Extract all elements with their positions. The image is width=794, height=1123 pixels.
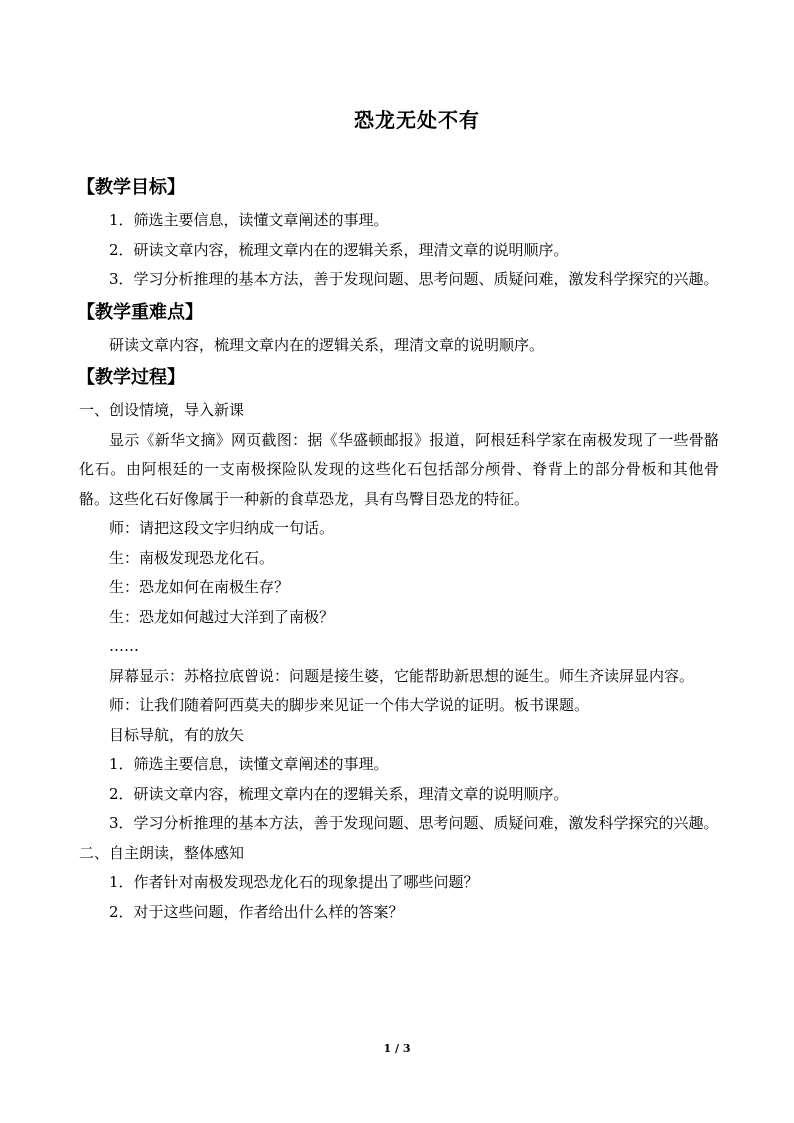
goal-item: 2．研读文章内容，梳理文章内在的逻辑关系，理清文章的说明顺序。 bbox=[109, 784, 569, 803]
ellipsis: …… bbox=[109, 637, 139, 655]
goal-item: 1．筛选主要信息，读懂文章阐述的事理。 bbox=[109, 755, 389, 773]
dialogue-line: 生：恐龙如何在南极生存？ bbox=[109, 578, 290, 596]
key-points-text: 研读文章内容，梳理文章内在的逻辑关系，理清文章的说明顺序。 bbox=[109, 335, 545, 354]
goal-item: 2．研读文章内容，梳理文章内在的逻辑关系，理清文章的说明顺序。 bbox=[109, 240, 569, 259]
document-body bbox=[79, 170, 719, 927]
question-item: 2．对于这些问题，作者给出什么样的答案？ bbox=[109, 902, 404, 921]
goals-heading: 【教学目标】 bbox=[77, 177, 185, 198]
document-title: 恐龙无处不有 bbox=[354, 108, 480, 132]
dialogue-line: 师：让我们随着阿西莫夫的脚步来见证一个伟大学说的证明。板书课题。 bbox=[109, 696, 590, 714]
question-item: 1．作者针对南极发现恐龙化石的现象提出了哪些问题？ bbox=[109, 873, 479, 891]
goal-item: 3．学习分析推理的基本方法，善于发现问题、思考问题、质疑问难，激发科学探究的兴趣。 bbox=[109, 270, 719, 288]
key-points-heading: 【教学重难点】 bbox=[77, 301, 203, 323]
dialogue-line: 生：恐龙如何越过大洋到了南极？ bbox=[109, 607, 335, 626]
screen-display: 屏幕显示：苏格拉底曾说：问题是接生婆，它能帮助新思想的诞生。师生齐读屏显内容。 bbox=[109, 666, 695, 685]
part1-title: 一、创设情境，导入新课 bbox=[79, 401, 245, 419]
part2-title: 二、自主朗读，整体感知 bbox=[79, 843, 245, 862]
process-heading: 【教学过程】 bbox=[77, 367, 185, 388]
goal-item: 3．学习分析推理的基本方法，善于发现问题、思考问题、质疑问难，激发科学探究的兴趣。 bbox=[109, 814, 719, 832]
dialogue-line: 师：请把这段文字归纳成一句话。 bbox=[109, 519, 335, 537]
dialogue-line: 生：南极发现恐龙化石。 bbox=[109, 548, 275, 567]
goal-navigation: 目标导航，有的放矢 bbox=[109, 725, 245, 744]
goal-item: 1．筛选主要信息，读懂文章阐述的事理。 bbox=[109, 211, 389, 229]
part1-intro: 显示《新华文摘》网页截图：据《华盛顿邮报》报道，阿根廷科学家在南极发现了一些骨骼化石。由阿根廷的一支南极探险队发现的这些化石包括部分颅骨、脊背上的部分骨板和其他骨骼。这些化石好像属于一种新的食草恐龙，具有鸟臀目恐龙的特征。 bbox=[79, 430, 719, 508]
page-number: 1 / 3 bbox=[383, 1042, 411, 1055]
